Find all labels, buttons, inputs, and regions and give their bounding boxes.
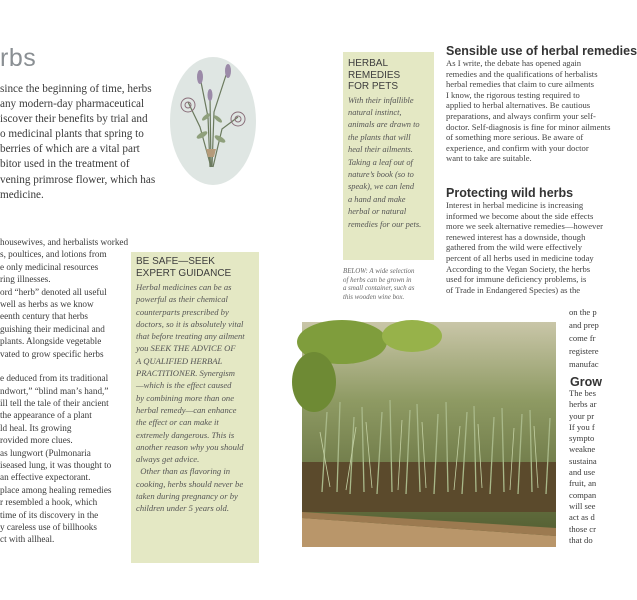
body-line: plants. Alongside vegetable xyxy=(0,336,102,347)
sidebar-text-line: remedies for our pets. xyxy=(348,219,422,229)
section-heading: Sensible use of herbal remedies xyxy=(446,44,637,58)
section-grow-text xyxy=(569,388,600,546)
text-line: used for immune deficiency problems, is xyxy=(446,274,587,285)
text-line: of Trade in Endangered Species) as the xyxy=(446,284,581,295)
caption-line: a small container, such as xyxy=(343,285,415,293)
text-line: As I write, the debate has opened again xyxy=(446,58,582,68)
body-line: ring illnesses. xyxy=(0,274,51,285)
body-line: rovided more clues. xyxy=(0,435,73,446)
herb-box-photo xyxy=(302,322,556,547)
text-line: manufac xyxy=(569,359,599,369)
text-line: doctor. Self-diagnosis is fine for minor ailments xyxy=(446,121,611,132)
text-line: If you f xyxy=(569,421,595,432)
main-body-text xyxy=(0,236,140,546)
sidebar-text-line: counterparts prescribed by xyxy=(136,306,229,317)
body-line: ord “herb” denoted all useful xyxy=(0,286,107,297)
body-line xyxy=(0,360,140,372)
sidebar-herbal-remedies-for-pets xyxy=(343,52,434,260)
text-line: come fr xyxy=(569,333,596,343)
sidebar-heading-line: BE SAFE—SEEK xyxy=(136,256,215,267)
sidebar-text-line: always get advice. xyxy=(136,454,200,465)
caption-line: of herbs can be grown in xyxy=(343,276,412,284)
text-line: and prep xyxy=(569,320,599,330)
body-line: r resembled a hook, which xyxy=(0,497,98,508)
sidebar-text-line: heal their ailments. xyxy=(348,145,413,155)
text-line: act as d xyxy=(569,512,595,523)
caption-line: this wooden wine box. xyxy=(343,293,405,301)
sidebar-heading-line: REMEDIES xyxy=(348,69,401,81)
text-line: registere xyxy=(569,346,599,356)
section-protecting-wild-herbs xyxy=(446,186,604,295)
text-line: gathered from the wild were effectively xyxy=(446,242,583,253)
text-line: herbs ar xyxy=(569,399,597,410)
body-line: an effective expectorant. xyxy=(0,472,91,483)
herb-bouquet-illustration xyxy=(170,57,256,185)
sidebar-text-line: PRACTITIONER. Synergism xyxy=(136,368,235,379)
herb-box-photo-image xyxy=(302,322,556,547)
text-line: compan xyxy=(569,489,597,500)
text-line: of something more serious. Be aware of xyxy=(446,132,584,143)
text-line: want to take are suitable. xyxy=(446,153,532,164)
text-line: your pr xyxy=(569,410,595,421)
text-line: herbal remedies that claim to cure ailments xyxy=(446,79,594,90)
intro-line: o medicinal plants that spring to xyxy=(0,128,144,141)
sidebar-text-line: the effect or can make it xyxy=(136,417,219,428)
sidebar-text-line: Other than as flavoring in xyxy=(136,466,231,477)
body-line: ld heal. Its growing xyxy=(0,422,72,433)
body-line: time of its discovery in the xyxy=(0,509,99,520)
body-line: e deduced from its traditional xyxy=(0,373,109,384)
intro-line: iscover their benefits by trial and xyxy=(0,113,148,126)
sidebar-text-line: speak), we can lend xyxy=(348,182,415,192)
text-line: more we seek alternative remedies—however xyxy=(446,221,604,232)
sidebar-text-line: animals are drawn to xyxy=(348,120,420,130)
intro-line: bitor used in the treatment of xyxy=(0,158,130,171)
sidebar-text-line: you SEEK THE ADVICE OF xyxy=(136,343,236,354)
body-line: housewives, and herbalists worked xyxy=(0,237,129,247)
text-line: Interest in herbal medicine is increasing xyxy=(446,200,584,210)
intro-line: medicine. xyxy=(0,188,44,201)
photo-caption xyxy=(343,268,434,302)
caption-line: BELOW: A wide selection xyxy=(343,268,415,275)
sidebar-text-line: herbal or natural xyxy=(348,207,407,217)
text-line: renewed interest has a downside, though xyxy=(446,231,586,242)
herb-bouquet-icon xyxy=(170,57,256,185)
text-line: preparations, and always confirm your self- xyxy=(446,110,596,121)
body-line: ndwort,” “blind man’s hand,” xyxy=(0,385,109,396)
sidebar-text-line: nature’s book (so to xyxy=(348,169,414,179)
sidebar-text-line: herbal remedy—can enhance xyxy=(136,404,237,415)
sidebar-text-line: Taking a leaf out of xyxy=(348,157,413,167)
intro-line: any modern-day pharmaceutical xyxy=(0,98,145,111)
sidebar-text-line: by combining more than one xyxy=(136,392,235,403)
section-heading: Protecting wild herbs xyxy=(446,186,574,200)
body-line: y careless use of billhooks xyxy=(0,521,97,532)
body-line: as lungwort (Pulmonaria xyxy=(0,447,91,458)
text-line: percent of all herbs used in medicine today xyxy=(446,252,594,263)
sidebar-text-line: cooking, herbs should never be xyxy=(136,478,244,489)
body-line: guishing their medicinal and xyxy=(0,323,105,334)
sidebar-text-line: —which is the effect caused xyxy=(136,380,232,391)
narrow-column-continued xyxy=(569,306,600,371)
body-line: e only medicinal resources xyxy=(0,261,99,272)
intro-line: vening primrose flower, which has xyxy=(0,173,156,186)
page-title: rbs xyxy=(0,44,37,72)
body-line: place among healing remedies xyxy=(0,484,112,495)
body-line: ct with allheal. xyxy=(0,534,55,545)
text-line: fruit, an xyxy=(569,478,597,489)
text-line: that do xyxy=(569,534,593,545)
section-text xyxy=(446,58,611,164)
body-line: eenth century that herbs xyxy=(0,311,89,322)
body-line: ill tell the tale of their ancient xyxy=(0,398,109,409)
sidebar-heading-line: FOR PETS xyxy=(348,81,399,92)
sidebar-text-line: children under 5 years old. xyxy=(136,503,230,514)
sidebar-text-line: With their infallible xyxy=(348,95,414,105)
sidebar-text-line: extremely dangerous. This is xyxy=(136,429,235,440)
text-line: remedies and the qualifications of herbalists xyxy=(446,68,598,79)
text-line: sympto xyxy=(569,433,595,444)
body-line: s, poultices, and lotions from xyxy=(0,249,107,260)
sidebar-text-line: that before treating any ailment xyxy=(136,331,245,342)
body-line: the appearance of a plant xyxy=(0,410,92,421)
text-line: informed we become about the side effects xyxy=(446,210,594,221)
text-line: According to the Vegan Society, the herbs xyxy=(446,263,591,274)
sidebar-heading-line: EXPERT GUIDANCE xyxy=(136,267,232,279)
sidebar-text-line: a hand and make xyxy=(348,194,406,204)
sidebar-text-line: the plants that will xyxy=(348,132,411,142)
sidebar-text-line: natural instinct, xyxy=(348,107,402,117)
sidebar-be-safe xyxy=(131,252,259,563)
sidebar-heading-line: HERBAL xyxy=(348,58,389,69)
text-line: I know, the rigorous testing required to xyxy=(446,89,580,100)
text-line: The bes xyxy=(569,388,596,398)
text-line: on the p xyxy=(569,307,597,317)
intro-paragraph xyxy=(0,82,160,203)
body-line: well as herbs as we know xyxy=(0,298,94,309)
intro-line: since the beginning of time, herbs xyxy=(0,83,152,95)
sidebar-text-line: powerful as their chemical xyxy=(136,294,228,305)
body-line: vated to grow specific herbs xyxy=(0,348,104,359)
sidebar-text-line: doctors, so it is absolutely vital xyxy=(136,318,244,329)
body-line: iseased lung, it was thought to xyxy=(0,460,112,471)
text-line: sustaina xyxy=(569,455,597,466)
text-line: experience, and confirm with your doctor xyxy=(446,142,589,153)
text-line: weakne xyxy=(569,444,596,455)
text-line: those cr xyxy=(569,523,596,534)
section-sensible-use xyxy=(446,44,637,164)
sidebar-text-line: A QUALIFIED HERBAL xyxy=(136,355,223,366)
sidebar-text-line: another reason why you should xyxy=(136,441,244,452)
text-line: will see xyxy=(569,500,596,511)
text-line: and use xyxy=(569,467,596,478)
text-line: applied to herbal alternatives. Be cautious xyxy=(446,100,591,111)
sidebar-text-line: taken during pregnancy or by xyxy=(136,491,238,502)
section-text xyxy=(446,200,604,295)
sidebar-text-line: Herbal medicines can be as xyxy=(136,282,232,292)
section-grow-heading: Grow xyxy=(570,375,602,389)
intro-line: berries of which are a vital part xyxy=(0,143,140,156)
